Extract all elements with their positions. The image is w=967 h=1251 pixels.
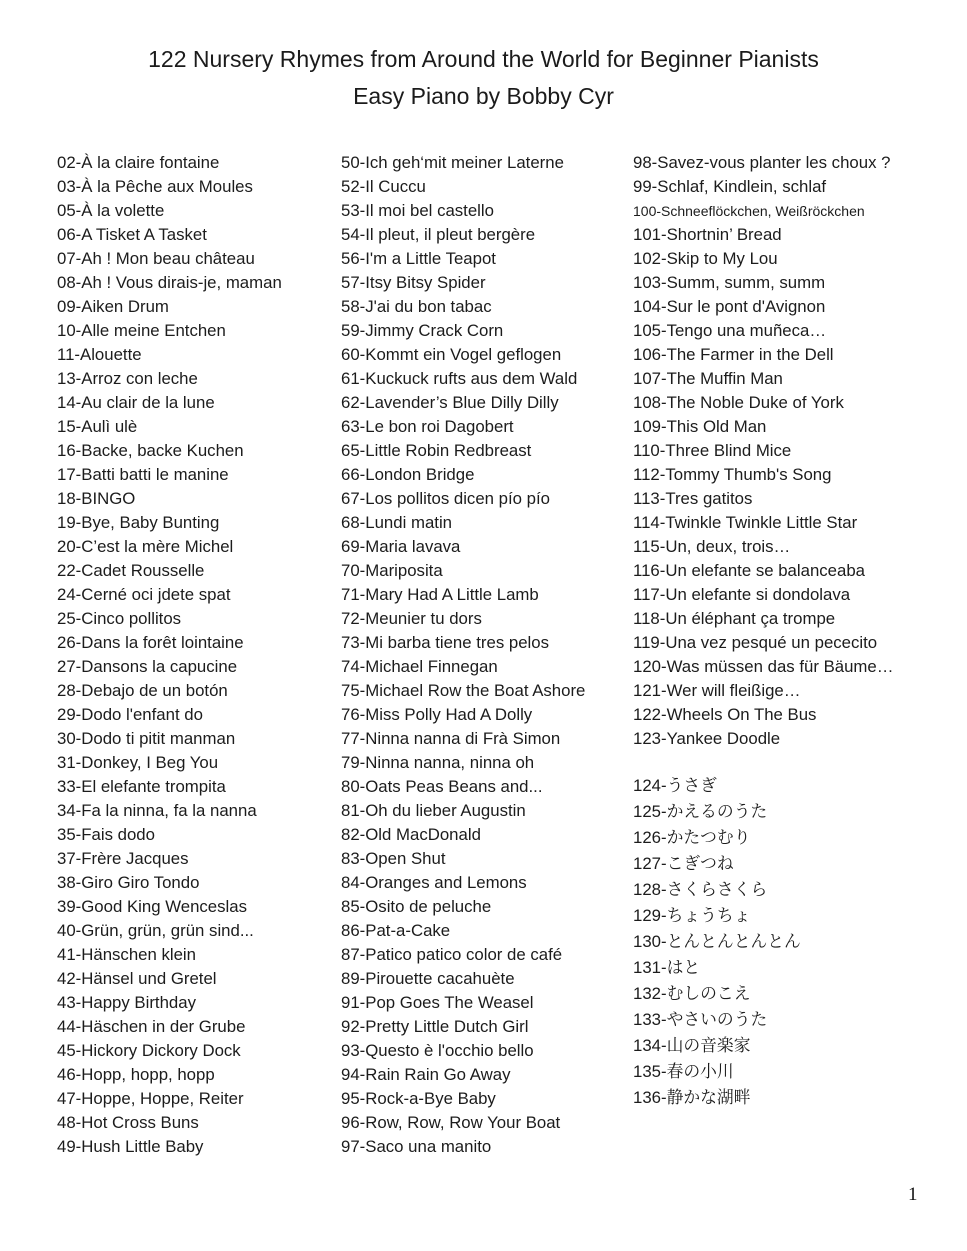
song-column-2: [341, 151, 637, 1159]
song-entry: 123-Yankee Doodle: [633, 729, 781, 748]
song-entry: 69-Maria lavava: [341, 537, 461, 556]
song-entry: 95-Rock-a-Bye Baby: [341, 1089, 496, 1108]
song-entry: 38-Giro Giro Tondo: [57, 873, 200, 892]
song-entry: 85-Osito de peluche: [341, 897, 492, 916]
song-entry: 22-Cadet Rousselle: [57, 561, 205, 580]
title-line-1: 122 Nursery Rhymes from Around the World for Beginner Pianists: [148, 46, 819, 72]
song-entry: 41-Hänschen klein: [57, 945, 196, 964]
song-entry: 08-Ah ! Vous dirais-je, maman: [57, 273, 282, 292]
song-entry: 121-Wer will fleißige…: [633, 681, 801, 700]
song-entry: 29-Dodo l'enfant do: [57, 705, 203, 724]
song-entry: 73-Mi barba tiene tres pelos: [341, 633, 550, 652]
song-group: [57, 151, 353, 1159]
page-number: 1: [908, 1184, 918, 1205]
song-entry: 13-Arroz con leche: [57, 369, 198, 388]
song-entry: 06-A Tisket A Tasket: [57, 225, 207, 244]
song-entry: 83-Open Shut: [341, 849, 446, 868]
song-entry: 35-Fais dodo: [57, 825, 155, 844]
song-entry: 100-Schneeflöckchen, Weißröckchen: [633, 203, 865, 219]
song-entry: 72-Meunier tu dors: [341, 609, 482, 628]
song-entry: 19-Bye, Baby Bunting: [57, 513, 220, 532]
song-entry: 115-Un, deux, trois…: [633, 537, 791, 556]
song-entry: 59-Jimmy Crack Corn: [341, 321, 504, 340]
song-column-1: [57, 151, 353, 1159]
song-entry: 89-Pirouette cacahuète: [341, 969, 515, 988]
song-entry: 70-Mariposita: [341, 561, 443, 580]
song-entry: 34-Fa la ninna, fa la nanna: [57, 801, 257, 820]
song-entry: 09-Aiken Drum: [57, 297, 169, 316]
song-entry: 68-Lundi matin: [341, 513, 453, 532]
song-entry: 15-Aulì ulè: [57, 417, 138, 436]
song-entry: 77-Ninna nanna di Frà Simon: [341, 729, 561, 748]
song-entry: 87-Patico patico color de café: [341, 945, 563, 964]
song-entry: 28-Debajo de un botón: [57, 681, 228, 700]
song-entry: 126-かたつむり: [633, 828, 751, 847]
song-entry: 135-春の小川: [633, 1062, 734, 1081]
song-entry: 50-Ich geh‘mit meiner Laterne: [341, 153, 564, 172]
song-entry: 86-Pat-a-Cake: [341, 921, 451, 940]
song-entry: 14-Au clair de la lune: [57, 393, 215, 412]
song-entry: 67-Los pollitos dicen pío pío: [341, 489, 550, 508]
song-entry: 62-Lavender’s Blue Dilly Dilly: [341, 393, 559, 412]
song-entry: 110-Three Blind Mice: [633, 441, 792, 460]
song-entry: 98-Savez-vous planter les choux ?: [633, 153, 891, 172]
song-group: [633, 151, 929, 751]
song-entry: 82-Old MacDonald: [341, 825, 481, 844]
song-entry: 136-静かな湖畔: [633, 1088, 751, 1107]
song-entry: 93-Questo è l'occhio bello: [341, 1041, 534, 1060]
song-entry: 27-Dansons la capucine: [57, 657, 238, 676]
song-entry: 25-Cinco pollitos: [57, 609, 182, 628]
song-entry: 53-Il moi bel castello: [341, 201, 494, 220]
song-entry: 60-Kommt ein Vogel geflogen: [341, 345, 562, 364]
song-group-japanese: [633, 773, 929, 1111]
song-entry: 43-Happy Birthday: [57, 993, 196, 1012]
song-entry: 109-This Old Man: [633, 417, 767, 436]
song-entry: 122-Wheels On The Bus: [633, 705, 817, 724]
song-entry: 99-Schlaf, Kindlein, schlaf: [633, 177, 827, 196]
song-entry: 57-Itsy Bitsy Spider: [341, 273, 486, 292]
song-entry: 131-はと: [633, 958, 701, 977]
song-entry: 07-Ah ! Mon beau château: [57, 249, 255, 268]
song-entry: 118-Un éléphant ça trompe: [633, 609, 836, 628]
song-entry: 108-The Noble Duke of York: [633, 393, 844, 412]
song-entry: 10-Alle meine Entchen: [57, 321, 226, 340]
song-entry: 130-とんとんとんとん: [633, 932, 801, 951]
song-entry: 132-むしのこえ: [633, 984, 751, 1003]
song-entry: 74-Michael Finnegan: [341, 657, 498, 676]
song-entry: 79-Ninna nanna, ninna oh: [341, 753, 535, 772]
song-entry: 80-Oats Peas Beans and...: [341, 777, 543, 796]
song-entry: 16-Backe, backe Kuchen: [57, 441, 244, 460]
song-entry: 49-Hush Little Baby: [57, 1137, 204, 1156]
song-entry: 39-Good King Wenceslas: [57, 897, 247, 916]
song-entry: 30-Dodo ti pitit manman: [57, 729, 236, 748]
song-entry: 20-C’est la mère Michel: [57, 537, 234, 556]
song-entry: 33-El elefante trompita: [57, 777, 226, 796]
song-entry: 66-London Bridge: [341, 465, 475, 484]
song-entry: 84-Oranges and Lemons: [341, 873, 527, 892]
song-entry: 42-Hänsel und Gretel: [57, 969, 217, 988]
song-entry: 03-À la Pêche aux Moules: [57, 177, 253, 196]
song-entry: 104-Sur le pont d'Avignon: [633, 297, 826, 316]
song-entry: 48-Hot Cross Buns: [57, 1113, 199, 1132]
song-entry: 97-Saco una manito: [341, 1137, 492, 1156]
song-entry: 127-こぎつね: [633, 854, 734, 873]
song-entry: 11-Alouette: [57, 345, 142, 364]
song-entry: 45-Hickory Dickory Dock: [57, 1041, 241, 1060]
song-entry: 117-Un elefante si dondolava: [633, 585, 851, 604]
song-entry: 40-Grün, grün, grün sind...: [57, 921, 254, 940]
song-entry: 76-Miss Polly Had A Dolly: [341, 705, 533, 724]
song-entry: 101-Shortnin’ Bread: [633, 225, 782, 244]
song-entry: 18-BINGO: [57, 489, 136, 508]
song-entry: 24-Cerné oci jdete spat: [57, 585, 231, 604]
song-entry: 63-Le bon roi Dagobert: [341, 417, 514, 436]
title-line-2: Easy Piano by Bobby Cyr: [353, 83, 614, 109]
song-entry: 17-Batti batti le manine: [57, 465, 229, 484]
song-entry: 54-Il pleut, il pleut bergère: [341, 225, 536, 244]
document-title: [0, 41, 967, 115]
song-entry: 133-やさいのうた: [633, 1010, 768, 1029]
song-entry: 106-The Farmer in the Dell: [633, 345, 834, 364]
song-entry: 107-The Muffin Man: [633, 369, 783, 388]
song-entry: 91-Pop Goes The Weasel: [341, 993, 534, 1012]
song-entry: 47-Hoppe, Hoppe, Reiter: [57, 1089, 244, 1108]
song-entry: 58-J'ai du bon tabac: [341, 297, 492, 316]
song-entry: 124-うさぎ: [633, 776, 717, 795]
song-entry: 103-Summ, summ, summ: [633, 273, 826, 292]
song-entry: 105-Tengo una muñeca…: [633, 321, 827, 340]
song-entry: 65-Little Robin Redbreast: [341, 441, 532, 460]
song-entry: 81-Oh du lieber Augustin: [341, 801, 526, 820]
song-entry: 102-Skip to My Lou: [633, 249, 778, 268]
song-entry: 75-Michael Row the Boat Ashore: [341, 681, 586, 700]
song-entry: 114-Twinkle Twinkle Little Star: [633, 513, 858, 532]
song-entry: 92-Pretty Little Dutch Girl: [341, 1017, 529, 1036]
song-entry: 120-Was müssen das für Bäume…: [633, 657, 894, 676]
song-entry: 128-さくらさくら: [633, 880, 768, 899]
song-entry: 26-Dans la forêt lointaine: [57, 633, 244, 652]
song-entry: 52-Il Cuccu: [341, 177, 426, 196]
song-entry: 56-I'm a Little Teapot: [341, 249, 496, 268]
song-entry: 71-Mary Had A Little Lamb: [341, 585, 539, 604]
song-column-3: [633, 151, 929, 1111]
song-entry: 37-Frère Jacques: [57, 849, 189, 868]
song-entry: 125-かえるのうた: [633, 802, 768, 821]
song-entry: 46-Hopp, hopp, hopp: [57, 1065, 215, 1084]
song-entry: 61-Kuckuck rufts aus dem Wald: [341, 369, 578, 388]
song-entry: 96-Row, Row, Row Your Boat: [341, 1113, 561, 1132]
song-entry: 02-À la claire fontaine: [57, 153, 220, 172]
song-entry: 119-Una vez pesqué un pececito: [633, 633, 878, 652]
song-entry: 31-Donkey, I Beg You: [57, 753, 219, 772]
song-entry: 44-Häschen in der Grube: [57, 1017, 246, 1036]
song-group: [341, 151, 637, 1159]
song-entry: 113-Tres gatitos: [633, 489, 753, 508]
song-entry: 129-ちょうちょ: [633, 906, 751, 925]
song-entry: 05-À la volette: [57, 201, 165, 220]
song-entry: 94-Rain Rain Go Away: [341, 1065, 511, 1084]
song-entry: 112-Tommy Thumb's Song: [633, 465, 832, 484]
song-entry: 116-Un elefante se balanceaba: [633, 561, 866, 580]
song-entry: 134-山の音楽家: [633, 1036, 751, 1055]
